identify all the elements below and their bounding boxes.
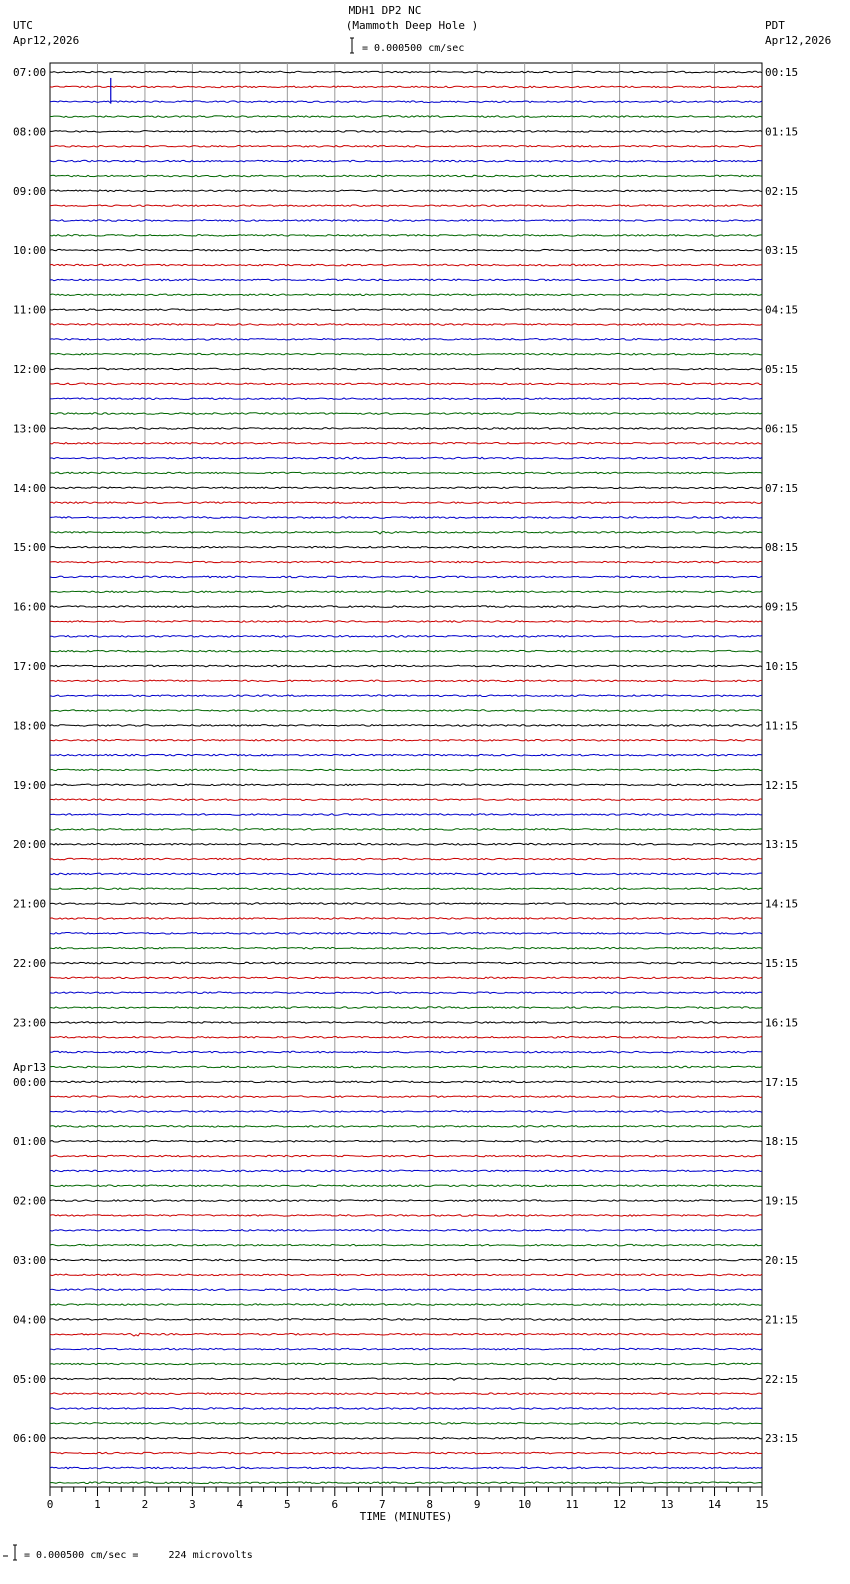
trace-line bbox=[50, 1393, 762, 1395]
x-tick-label: 3 bbox=[189, 1498, 196, 1511]
pdt-hour-label: 19:15 bbox=[765, 1194, 799, 1208]
trace-line bbox=[50, 517, 762, 519]
utc-hour-label: 09:00 bbox=[13, 184, 47, 198]
pdt-hour-label: 10:15 bbox=[765, 660, 799, 673]
x-tick-label: 8 bbox=[426, 1498, 434, 1511]
utc-hour-label: 14:00 bbox=[13, 481, 47, 495]
utc-date-change-label: Apr13 bbox=[13, 1060, 47, 1074]
utc-date-label: Apr12,2026 bbox=[13, 34, 80, 47]
trace-line bbox=[50, 175, 762, 177]
utc-hour-label: 00:00 bbox=[13, 1075, 47, 1089]
trace-line bbox=[50, 665, 762, 667]
trace-line bbox=[50, 487, 762, 489]
trace-line bbox=[50, 398, 762, 400]
trace-line bbox=[50, 353, 762, 355]
pdt-hour-label: 01:15 bbox=[765, 125, 799, 139]
pdt-hour-label: 18:15 bbox=[765, 1135, 799, 1149]
x-tick-label: 7 bbox=[378, 1498, 386, 1511]
trace-line bbox=[50, 324, 762, 326]
utc-hour-label: 18:00 bbox=[13, 719, 47, 733]
trace-line bbox=[50, 888, 762, 890]
trace-line bbox=[50, 1081, 762, 1083]
utc-hour-label: 19:00 bbox=[13, 778, 47, 792]
utc-hour-label: 15:00 bbox=[13, 541, 47, 555]
trace-line bbox=[50, 680, 762, 682]
footer-scale-note: = 0.000500 cm/sec = 224 microvolts bbox=[24, 1550, 253, 1561]
x-tick-label: 6 bbox=[331, 1498, 339, 1511]
trace-line bbox=[50, 903, 762, 905]
trace-line bbox=[50, 621, 762, 623]
trace-line bbox=[50, 1066, 762, 1068]
trace-line bbox=[50, 472, 762, 474]
pdt-hour-label: 00:15 bbox=[765, 66, 799, 79]
trace-line bbox=[50, 116, 762, 118]
trace-line bbox=[50, 131, 762, 133]
chart-title: MDH1 DP2 NC bbox=[348, 4, 422, 17]
trace-line bbox=[50, 977, 762, 979]
trace-line bbox=[50, 710, 762, 712]
plot-frame bbox=[50, 63, 762, 1487]
trace-line bbox=[50, 933, 762, 935]
utc-hour-label: 03:00 bbox=[13, 1254, 47, 1267]
pdt-hour-label: 02:15 bbox=[765, 184, 799, 198]
chart-subtitle: (Mammoth Deep Hole ) bbox=[345, 19, 479, 32]
trace-line bbox=[50, 962, 762, 964]
trace-line bbox=[50, 249, 762, 251]
pdt-hour-label: 06:15 bbox=[765, 422, 799, 436]
trace-line bbox=[50, 160, 762, 162]
pdt-zone-label: PDT bbox=[765, 19, 785, 32]
x-axis-label: TIME (MINUTES) bbox=[359, 1510, 453, 1523]
trace-line bbox=[50, 561, 762, 563]
x-tick-label: 4 bbox=[236, 1498, 244, 1511]
trace-line bbox=[50, 740, 762, 742]
trace-line bbox=[50, 1007, 762, 1009]
utc-hour-label: 05:00 bbox=[13, 1372, 47, 1386]
trace-line bbox=[50, 784, 762, 786]
pdt-hour-label: 07:15 bbox=[765, 481, 799, 495]
pdt-hour-label: 23:15 bbox=[765, 1432, 799, 1446]
trace-line bbox=[50, 190, 762, 192]
trace-line bbox=[50, 264, 762, 266]
trace-line bbox=[50, 502, 762, 504]
trace-line bbox=[50, 235, 762, 237]
scale-text: = 0.000500 cm/sec bbox=[362, 43, 465, 54]
pdt-hour-label: 15:15 bbox=[765, 957, 799, 970]
trace-line bbox=[50, 873, 762, 875]
trace-line bbox=[50, 86, 762, 88]
trace-line bbox=[50, 576, 762, 578]
trace-line bbox=[50, 947, 762, 949]
trace-line bbox=[50, 1408, 762, 1410]
trace-line bbox=[50, 1423, 762, 1425]
trace-line bbox=[50, 1140, 762, 1142]
pdt-hour-label: 09:15 bbox=[765, 600, 799, 614]
trace-line bbox=[50, 413, 762, 415]
trace-line bbox=[50, 1319, 762, 1321]
utc-hour-label: 21:00 bbox=[13, 897, 47, 911]
utc-hour-label: 12:00 bbox=[13, 363, 47, 376]
trace-line bbox=[50, 1051, 762, 1053]
trace-line bbox=[50, 1289, 762, 1291]
trace-line bbox=[50, 992, 762, 994]
trace-line bbox=[50, 220, 762, 222]
trace-line bbox=[50, 205, 762, 207]
trace-line bbox=[50, 279, 762, 281]
trace-line bbox=[50, 1333, 762, 1336]
pdt-hour-label: 05:15 bbox=[765, 363, 799, 376]
utc-hour-label: 01:00 bbox=[13, 1135, 47, 1149]
trace-line bbox=[50, 829, 762, 831]
trace-line bbox=[50, 1274, 762, 1276]
pdt-hour-label: 12:15 bbox=[765, 778, 799, 792]
x-tick-label: 1 bbox=[94, 1498, 101, 1511]
trace-line bbox=[50, 1437, 762, 1439]
utc-hour-label: 23:00 bbox=[13, 1016, 47, 1030]
x-tick-label: 5 bbox=[284, 1498, 291, 1511]
trace-line bbox=[50, 754, 762, 756]
trace-line bbox=[50, 1096, 762, 1098]
trace-line bbox=[50, 695, 762, 697]
pdt-hour-label: 20:15 bbox=[765, 1254, 799, 1267]
pdt-hour-label: 17:15 bbox=[765, 1075, 799, 1089]
trace-line bbox=[50, 858, 762, 860]
x-tick-label: 10 bbox=[518, 1498, 532, 1511]
utc-hour-label: 20:00 bbox=[13, 838, 47, 852]
trace-line bbox=[50, 1363, 762, 1365]
utc-hour-label: 08:00 bbox=[13, 125, 47, 139]
utc-hour-label: 02:00 bbox=[13, 1194, 47, 1208]
trace-line bbox=[50, 1467, 762, 1469]
trace-line bbox=[50, 1378, 762, 1380]
trace-line bbox=[50, 591, 762, 593]
utc-hour-label: 17:00 bbox=[13, 660, 47, 673]
pdt-hour-label: 21:15 bbox=[765, 1313, 799, 1327]
trace-line bbox=[50, 1126, 762, 1128]
trace-line bbox=[50, 428, 762, 430]
trace-line bbox=[50, 1304, 762, 1306]
trace-line bbox=[50, 606, 762, 608]
trace-line bbox=[50, 1348, 762, 1350]
trace-line bbox=[50, 294, 762, 296]
trace-line bbox=[50, 546, 762, 548]
trace-line bbox=[50, 650, 762, 652]
trace-line bbox=[50, 146, 762, 148]
trace-line bbox=[50, 339, 762, 341]
trace-line bbox=[50, 843, 762, 845]
x-tick-label: 12 bbox=[612, 1498, 627, 1511]
trace-line bbox=[50, 1200, 762, 1202]
utc-zone-label: UTC bbox=[13, 19, 33, 32]
utc-hour-label: 06:00 bbox=[13, 1432, 47, 1446]
utc-hour-label: 16:00 bbox=[13, 600, 47, 614]
trace-line bbox=[50, 309, 762, 311]
pdt-hour-label: 04:15 bbox=[765, 303, 799, 317]
pdt-hour-label: 14:15 bbox=[765, 897, 799, 911]
x-tick-label: 14 bbox=[707, 1498, 722, 1511]
x-tick-label: 13 bbox=[660, 1498, 674, 1511]
trace-line bbox=[50, 443, 762, 445]
trace-line bbox=[50, 531, 762, 534]
trace-line bbox=[50, 71, 762, 73]
trace-line bbox=[50, 1259, 762, 1261]
x-tick-label: 15 bbox=[755, 1498, 769, 1511]
pdt-hour-label: 22:15 bbox=[765, 1372, 799, 1386]
trace-line bbox=[50, 101, 762, 103]
pdt-hour-label: 16:15 bbox=[765, 1016, 799, 1030]
utc-hour-label: 22:00 bbox=[13, 957, 47, 970]
utc-hour-label: 13:00 bbox=[13, 422, 47, 436]
trace-line bbox=[50, 383, 762, 385]
trace-line bbox=[50, 1244, 762, 1246]
utc-hour-label: 04:00 bbox=[13, 1313, 47, 1327]
pdt-hour-label: 08:15 bbox=[765, 541, 799, 555]
trace-line bbox=[50, 1215, 762, 1217]
trace-line bbox=[50, 814, 762, 816]
pdt-hour-label: 11:15 bbox=[765, 719, 799, 733]
pdt-hour-label: 13:15 bbox=[765, 838, 799, 852]
pdt-hour-label: 03:15 bbox=[765, 244, 799, 258]
trace-line bbox=[50, 457, 762, 459]
trace-line bbox=[50, 1022, 762, 1024]
trace-line bbox=[50, 769, 762, 771]
trace-line bbox=[50, 1170, 762, 1172]
trace-line bbox=[50, 636, 762, 638]
trace-line bbox=[50, 1037, 762, 1039]
pdt-date-label: Apr12,2026 bbox=[765, 34, 832, 47]
trace-line bbox=[50, 799, 762, 801]
trace-line bbox=[50, 725, 762, 727]
utc-hour-label: 11:00 bbox=[13, 303, 47, 317]
x-tick-label: 11 bbox=[565, 1498, 579, 1511]
trace-line bbox=[50, 1185, 762, 1187]
x-tick-label: 9 bbox=[473, 1498, 481, 1511]
trace-line bbox=[50, 1230, 762, 1232]
trace-line bbox=[50, 918, 762, 920]
trace-line bbox=[50, 1155, 762, 1157]
trace-line bbox=[50, 1111, 762, 1113]
utc-hour-label: 10:00 bbox=[13, 244, 47, 258]
x-tick-label: 2 bbox=[141, 1498, 149, 1511]
utc-hour-label: 07:00 bbox=[13, 66, 47, 79]
trace-line bbox=[50, 1482, 762, 1484]
trace-line bbox=[50, 368, 762, 370]
trace-line bbox=[50, 1452, 762, 1454]
x-tick-label: 0 bbox=[46, 1498, 54, 1511]
